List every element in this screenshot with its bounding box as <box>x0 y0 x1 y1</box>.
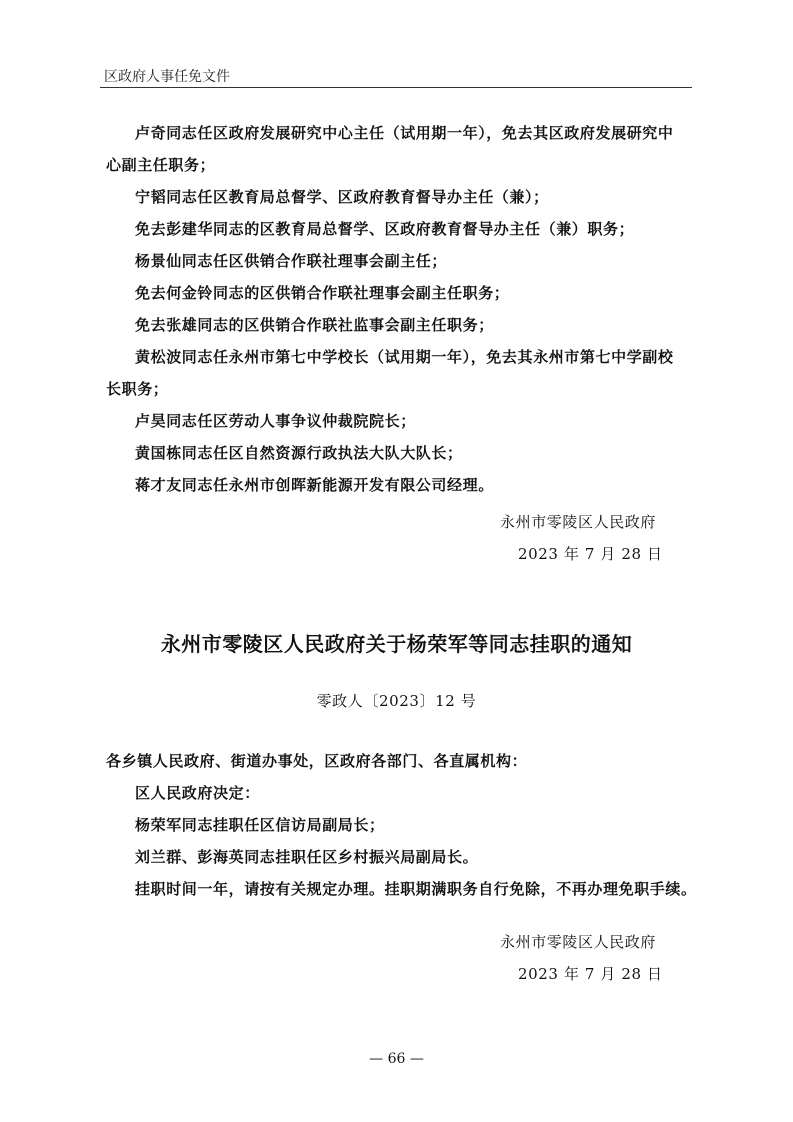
notice-title: 永州市零陵区人民政府关于杨荣军等同志挂职的通知 <box>160 632 633 656</box>
running-header: 区政府人事任免文件 <box>104 69 230 85</box>
notice-line: 杨荣军同志挂职任区信访局副局长； <box>135 816 385 834</box>
notice-line: 刘兰群、彭海英同志挂职任区乡村振兴局副局长。 <box>135 848 479 866</box>
appointment-line: 宁韬同志任区教育局总督学、区政府教育督导办主任（兼）； <box>135 188 549 206</box>
section2-signature-org: 永州市零陵区人民政府 <box>500 933 657 951</box>
header-rule <box>100 87 692 88</box>
appointment-line: 蒋才友同志任永州市创晖新能源开发有限公司经理。 <box>135 476 494 494</box>
page-number: — 66 — <box>369 1051 424 1067</box>
notice-line: 区人民政府决定： <box>135 784 260 802</box>
appointment-line: 黄国栋同志任区自然资源行政执法大队大队长； <box>135 444 463 462</box>
notice-line: 挂职时间一年，请按有关规定办理。挂职期满职务自行免除，不再办理免职手续。 <box>135 880 697 898</box>
section1-signature-org: 永州市零陵区人民政府 <box>500 513 657 531</box>
appointment-line: 心副主任职务； <box>106 156 216 174</box>
appointment-line: 免去张雄同志的区供销合作联社监事会副主任职务； <box>135 316 494 334</box>
appointment-line: 免去彭建华同志的区教育局总督学、区政府教育督导办主任（兼）职务； <box>135 220 635 238</box>
appointment-line: 杨景仙同志任区供销合作联社理事会副主任； <box>135 252 448 270</box>
document-number: 零政人〔2023〕12 号 <box>316 692 477 710</box>
appointment-line: 黄松波同志任永州市第七中学校长（试用期一年），免去其永州市第七中学副校 <box>135 348 674 366</box>
section2-signature-date: 2023 年 7 月 28 日 <box>518 965 663 983</box>
appointment-line: 长职务； <box>106 380 169 398</box>
section1-signature-date: 2023 年 7 月 28 日 <box>518 545 663 563</box>
section1-body <box>106 117 698 501</box>
addressee: 各乡镇人民政府、街道办事处，区政府各部门、各直属机构： <box>106 752 528 770</box>
appointment-line: 卢昊同志任区劳动人事争议仲裁院院长； <box>135 412 416 430</box>
appointment-line: 免去何金铃同志的区供销合作联社理事会副主任职务； <box>135 284 510 302</box>
appointment-line: 卢奇同志任区政府发展研究中心主任（试用期一年），免去其区政府发展研究中 <box>135 124 674 142</box>
section2-body <box>106 745 698 905</box>
